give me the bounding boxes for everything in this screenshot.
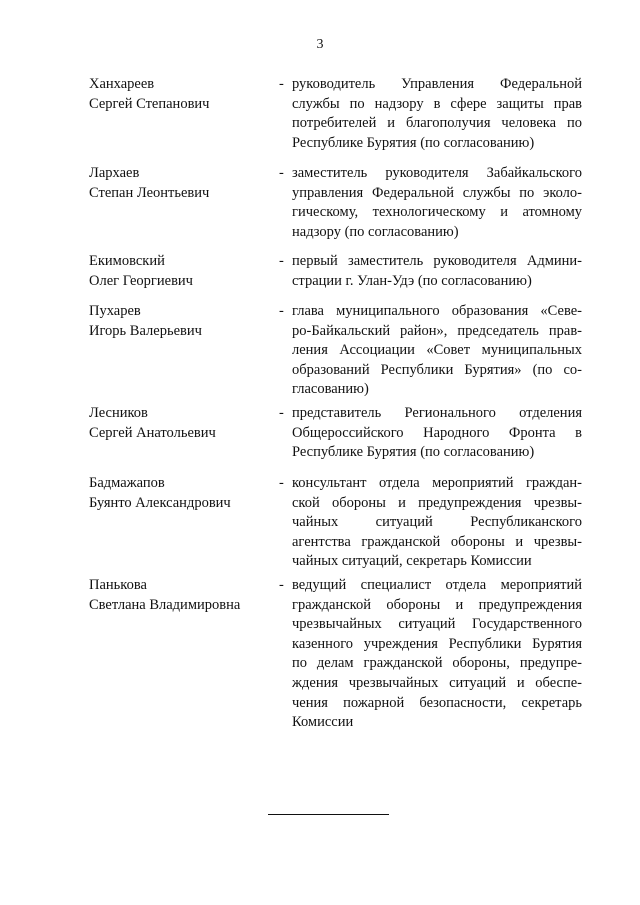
member-given-name: Степан Леонтьевич: [89, 184, 210, 201]
dash-separator: -: [279, 303, 284, 319]
member-given-name: Сергей Анатольевич: [89, 424, 216, 441]
position-line: гражданской обороны и предупреждения: [292, 596, 582, 613]
position-line: ления Ассоциации «Совет муниципальных: [292, 342, 582, 359]
member-given-name: Буянто Александрович: [89, 494, 231, 511]
position-line: чрезвычайных ситуаций Государственного: [292, 616, 582, 633]
member-position: [292, 75, 582, 153]
dash-separator: -: [279, 577, 284, 593]
position-line: Общероссийского Народного Фронта в: [292, 424, 582, 441]
position-line: чайных ситуаций, секретарь Комиссии: [292, 553, 532, 570]
member-surname: Лархаев: [89, 165, 140, 181]
position-line: ждения чрезвычайных ситуаций и обеспе-: [292, 674, 582, 691]
position-line: агентства гражданской обороны и чрезвы-: [292, 533, 582, 550]
position-line: руководитель Управления Федеральной: [292, 76, 582, 92]
position-line: страции г. Улан-Удэ (по согласованию): [292, 272, 532, 289]
member-name: [89, 75, 269, 114]
member-position: [292, 576, 582, 733]
member-position: [292, 252, 582, 291]
position-line: службы по надзору в сфере защиты прав: [292, 95, 582, 112]
position-line: Комиссии: [292, 714, 354, 731]
member-position: [292, 404, 582, 463]
dash-separator: -: [279, 165, 284, 181]
position-line: чайных ситуаций Республиканского: [292, 514, 582, 531]
member-surname: Пухарев: [89, 303, 141, 319]
position-line: казенного учреждения Республики Бурятия: [292, 635, 582, 652]
member-surname: Ханхареев: [89, 76, 155, 92]
member-position: [292, 474, 582, 572]
position-line: чения пожарной безопасности, секретарь: [292, 694, 582, 711]
member-given-name: Олег Георгиевич: [89, 272, 193, 289]
page-number: 3: [316, 37, 324, 52]
member-given-name: Игорь Валерьевич: [89, 322, 202, 339]
position-line: гическому, технологическому и атомному: [292, 204, 582, 221]
member-name: [89, 252, 269, 291]
member-surname: Лесников: [89, 405, 148, 421]
position-line: потребителей и благополучия человека по: [292, 115, 582, 132]
position-line: образований Республики Бурятия» (по со-: [292, 361, 582, 378]
member-surname: Панькова: [89, 577, 147, 593]
member-name: [89, 302, 269, 341]
position-line: ведущий специалист отдела мероприятий: [292, 577, 582, 593]
position-line: глава муниципального образования «Севе-: [292, 303, 582, 319]
member-name: [89, 164, 269, 203]
position-line: Республике Бурятия (по согласованию): [292, 134, 535, 151]
member-position: [292, 164, 582, 242]
position-line: консультант отдела мероприятий граждан-: [292, 475, 582, 491]
position-line: ской обороны и предупреждения чрезвы-: [292, 494, 582, 511]
position-line: гласованию): [292, 381, 369, 398]
position-line: Республике Бурятия (по согласованию): [292, 444, 535, 461]
member-position: [292, 302, 582, 400]
member-surname: Бадмажапов: [89, 475, 165, 491]
position-line: первый заместитель руководителя Админи-: [292, 253, 582, 269]
closing-rule: [268, 814, 389, 815]
dash-separator: -: [279, 253, 284, 269]
member-name: [89, 576, 269, 615]
member-name: [89, 404, 269, 443]
member-given-name: Сергей Степанович: [89, 95, 210, 112]
position-line: представитель Регионального отделения: [292, 405, 582, 421]
position-line: управления Федеральной службы по эколо-: [292, 184, 582, 201]
dash-separator: -: [279, 475, 284, 491]
position-line: по делам гражданской обороны, предупре-: [292, 655, 582, 672]
member-surname: Екимовский: [89, 253, 165, 269]
member-given-name: Светлана Владимировна: [89, 596, 241, 613]
position-line: надзору (по согласованию): [292, 223, 459, 240]
member-name: [89, 474, 269, 513]
position-line: заместитель руководителя Забайкальского: [292, 165, 582, 181]
dash-separator: -: [279, 405, 284, 421]
position-line: ро-Байкальский район», председатель прав-: [292, 322, 582, 339]
dash-separator: -: [279, 76, 284, 92]
